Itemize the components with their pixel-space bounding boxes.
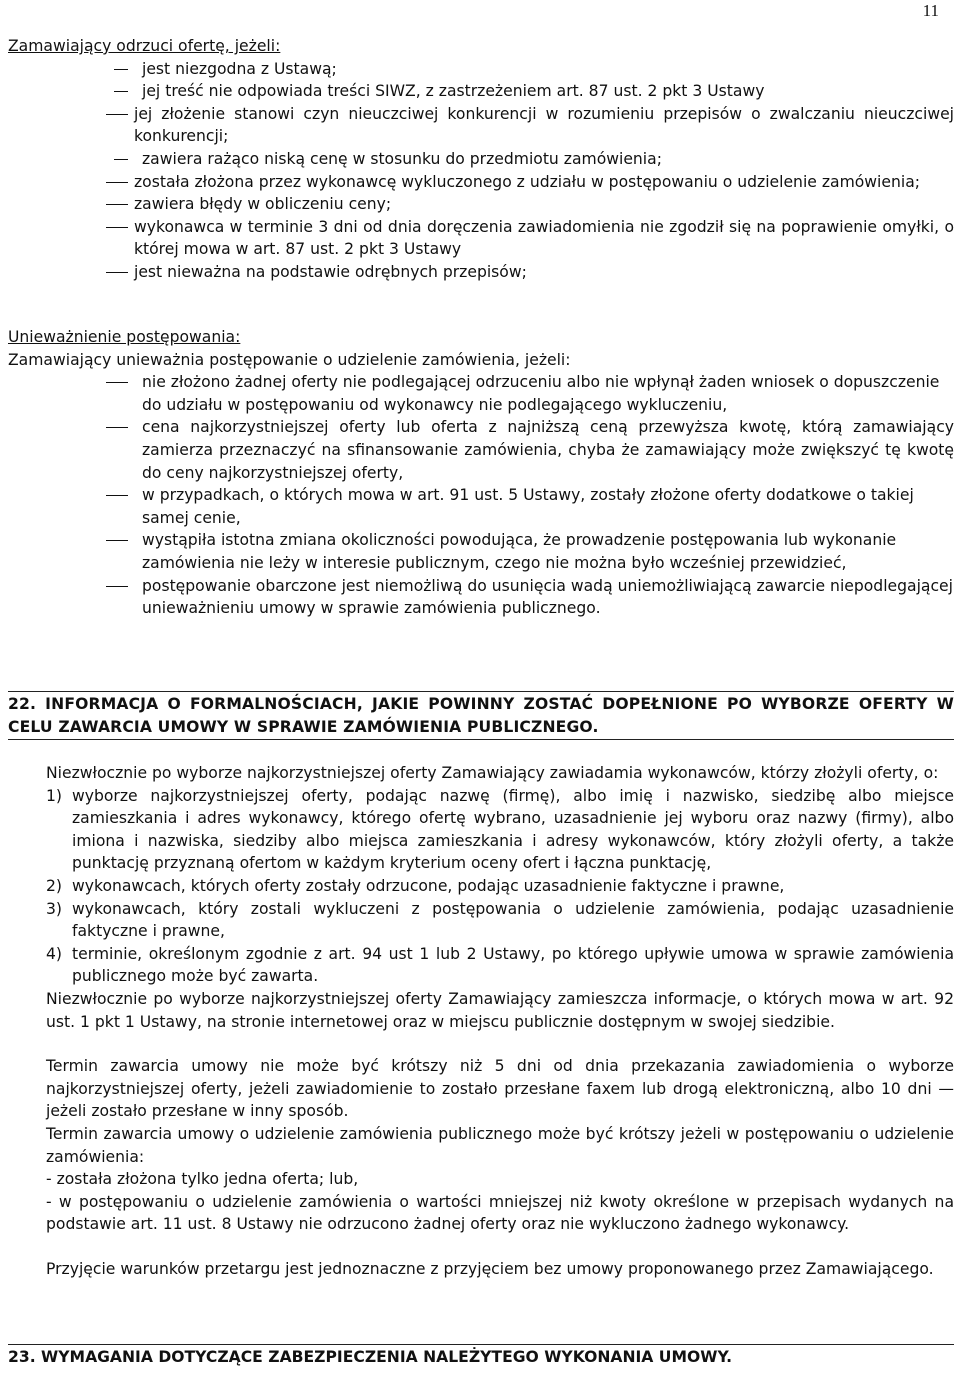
paragraph: Przyjęcie warunków przetargu jest jednoznaczne z przyjęciem bez umowy proponowanego przez Zamawiającego.	[46, 1259, 934, 1278]
paragraph: - w postępowaniu o udzielenie zamówienia o wartości mniejszej niż kwoty określone w przepisach wydanych na podstawie art. 11 ust. 8 Ustawy nie odrzucono żadnej oferty oraz nie wykluczono żadnego wykonawcy.	[46, 1192, 954, 1234]
paragraph: Niezwłocznie po wyborze najkorzystniejszej oferty Zamawiający zawiadamia wykonawców, którzy złożyli oferty, o:	[46, 764, 939, 782]
list-item: jest niezgodna z Ustawą;	[8, 58, 954, 81]
section-23-heading: 23. WYMAGANIA DOTYCZĄCE ZABEZPIECZENIA NALEŻYTEGO WYKONANIA UMOWY.	[8, 1348, 733, 1366]
list-item: zawiera błędy w obliczeniu ceny;	[8, 193, 954, 216]
section-22-heading: 22. INFORMACJA O FORMALNOŚCIACH, JAKIE POWINNY ZOSTAĆ DOPEŁNIONE PO WYBORZE OFERTY W CELU ZAWARCIA UMOWY W SPRAWIE ZAMÓWIENIA PUBLICZNEGO.	[8, 695, 954, 736]
section-23	[8, 1344, 954, 1369]
list-item: jej złożenie stanowi czyn nieuczciwej konkurencji w rozumieniu przepisów o zwalczaniu nieuczciwej konkurencji;	[8, 103, 954, 148]
list-item: 4) terminie, określonym zgodnie z art. 94 ust 1 lub 2 Ustawy, po którego upływie umowa w sprawie zamówienia publicznego może być zawarta.	[46, 944, 954, 986]
list-item: 3) wykonawcach, który zostali wykluczeni z postępowania o udzielenie zamówienia, podając uzasadnienie faktyczne i prawne,	[46, 899, 954, 941]
list-item: wykonawca w terminie 3 dni od dnia doręczenia zawiadomienia nie zgodził się na poprawienie omyłki, o której mowa w art. 87 ust. 2 pkt 3 Ustawy	[8, 216, 954, 261]
cancellation-intro: Zamawiający unieważnia postępowanie o udzielenie zamówienia, jeżeli:	[8, 350, 571, 369]
list-item: zawiera rażąco niską cenę w stosunku do przedmiotu zamówienia;	[8, 148, 954, 171]
list-item: w przypadkach, o których mowa w art. 91 ust. 5 Ustawy, zostały złożone oferty dodatkowe o takiej samej cenie,	[8, 484, 954, 529]
paragraph: Niezwłocznie po wyborze najkorzystniejszej oferty Zamawiający zamieszcza informacje, o których mowa w art. 92 ust. 1 pkt 1 Ustawy, na stronie internetowej oraz w miejscu publicznie dostępnym w swojej siedzibie.	[46, 989, 954, 1031]
list-item: cena najkorzystniejszej oferty lub oferta z najniższą ceną przewyższa kwotę, którą zamawiający zamierza przeznaczyć na sfinansowanie zamówienia, chyba że zamawiający może zwiększyć tę kwotę do ceny najkorzystniejszej oferty,	[8, 416, 954, 484]
divider	[8, 691, 954, 692]
section-22-body	[46, 762, 954, 1280]
rejection-section	[8, 35, 954, 284]
paragraph: - została złożona tylko jedna oferta; lub,	[46, 1170, 359, 1189]
paragraph: Termin zawarcia umowy o udzielenie zamówienia publicznego może być krótszy jeżeli w postępowaniu o udzielenie zamówienia:	[46, 1124, 954, 1166]
cancellation-section	[8, 326, 954, 620]
list-item: wystąpiła istotna zmiana okoliczności powodująca, że prowadzenie postępowania lub wykonanie zamówienia nie leży w interesie publicznym, czego nie można było wcześniej przewidzieć,	[8, 529, 954, 574]
rejection-heading: Zamawiający odrzuci ofertę, jeżeli:	[8, 37, 281, 55]
list-item: została złożona przez wykonawcę wykluczonego z udziału w postępowaniu o udzielenie zamówienia;	[8, 171, 954, 194]
paragraph: Termin zawarcia umowy nie może być krótszy niż 5 dni od dnia przekazania zawiadomienia o wyborze najkorzystniejszej oferty, jeżeli zawiadomienie to zostało przesłane faxem lub drogą elektroniczną, albo 10 dni — jeżeli zostało przesłane w inny sposób.	[46, 1057, 954, 1121]
divider	[8, 739, 954, 740]
list-item: jest nieważna na podstawie odrębnych przepisów;	[8, 261, 954, 284]
divider	[8, 1344, 954, 1345]
list-item: 1) wyborze najkorzystniejszej oferty, podając nazwę (firmę), albo imię i nazwisko, siedzibę albo miejsce zamieszkania i adres wykonawcy, którego ofertę wybrano, uzasadnienie jej wyboru oraz nazwy (firmy), albo imiona i nazwiska, siedziby albo miejsca zamieszkania i adresy wykonawców, który złożyli oferty, a także punktację przyznaną ofertom w każdym kryterium oceny ofert i łączna punktację,	[46, 786, 954, 873]
list-item: postępowanie obarczone jest niemożliwą do usunięcia wadą uniemożliwiającą zawarcie niepodlegającej unieważnieniu umowy w sprawie zamówienia publicznego.	[8, 575, 954, 620]
list-item: nie złożono żadnej oferty nie podlegającej odrzuceniu albo nie wpłynął żaden wniosek o dopuszczenie do udziału w postępowaniu od wykonawcy nie podlegającego wykluczeniu,	[8, 371, 954, 416]
page-number: 11	[922, 1, 939, 20]
list-item: jej treść nie odpowiada treści SIWZ, z zastrzeżeniem art. 87 ust. 2 pkt 3 Ustawy	[8, 80, 954, 103]
cancellation-heading: Unieważnienie postępowania:	[8, 328, 241, 346]
section-22	[8, 691, 954, 740]
list-item: 2) wykonawcach, których oferty zostały odrzucone, podając uzasadnienie faktyczne i prawne,	[46, 876, 785, 895]
